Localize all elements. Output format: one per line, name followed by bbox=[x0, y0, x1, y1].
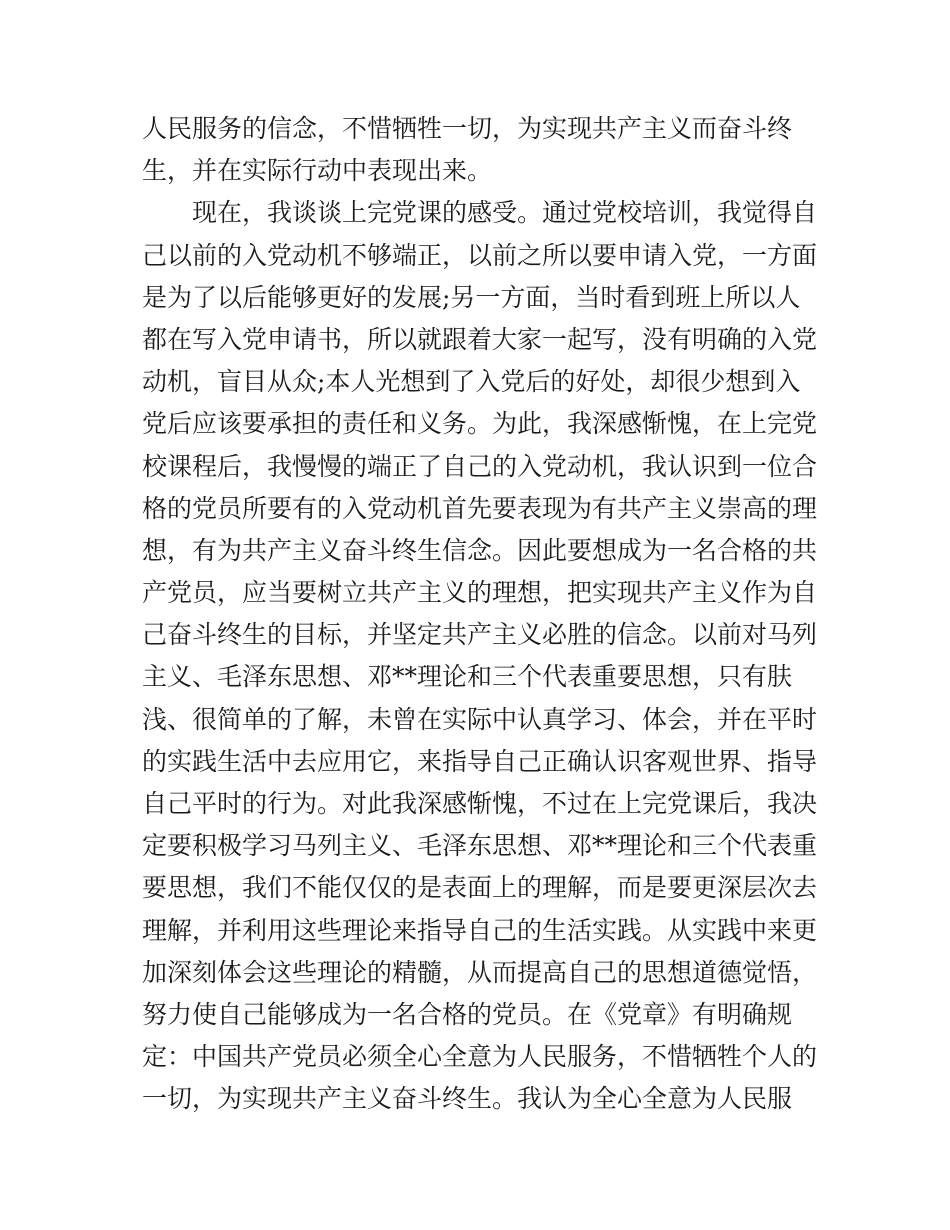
text-line: 一切，为实现共产主义奋斗终生。我认为全心全意为人民服 bbox=[142, 1084, 793, 1114]
text-line: 主义、毛泽东思想、邓**理论和三个代表重要思想，只有肤 bbox=[142, 662, 793, 692]
document-body bbox=[142, 108, 822, 1121]
text-line: 的实践生活中去应用它，来指导自己正确认识客观世界、指导 bbox=[142, 746, 818, 776]
text-line: 己奋斗终生的目标，并坚定共产主义必胜的信念。以前对马列 bbox=[142, 620, 818, 650]
text-line: 生，并在实际行动中表现出来。 bbox=[142, 156, 493, 186]
text-line: 都在写入党申请书，所以就跟着大家一起写，没有明确的入党 bbox=[142, 324, 818, 354]
text-line: 是为了以后能够更好的发展;另一方面，当时看到班上所以人 bbox=[142, 282, 801, 312]
text-line: 党后应该要承担的责任和义务。为此，我深感惭愧，在上完党 bbox=[142, 409, 818, 439]
text-line: 浅、很简单的了解，未曾在实际中认真学习、体会，并在平时 bbox=[142, 704, 818, 734]
text-line: 努力使自己能够成为一名合格的党员。在《党章》有明确规 bbox=[142, 999, 793, 1029]
text-line: 己以前的入党动机不够端正，以前之所以要申请入党，一方面 bbox=[142, 240, 818, 270]
text-line: 定要积极学习马列主义、毛泽东思想、邓**理论和三个代表重 bbox=[142, 831, 818, 861]
text-line: 想，有为共产主义奋斗终生信念。因此要想成为一名合格的共 bbox=[142, 535, 818, 565]
text-line: 动机，盲目从众;本人光想到了入党后的好处，却很少想到入 bbox=[142, 367, 801, 397]
text-line: 格的党员所要有的入党动机首先要表现为有共产主义崇高的理 bbox=[142, 493, 818, 523]
text-line: 要思想，我们不能仅仅的是表面上的理解，而是要更深层次去 bbox=[142, 873, 818, 903]
paragraph-first-line: 现在，我谈谈上完党课的感受。通过党校培训，我觉得自 bbox=[192, 198, 818, 228]
text-line: 产党员，应当要树立共产主义的理想，把实现共产主义作为自 bbox=[142, 578, 818, 608]
text-line: 理解，并利用这些理论来指导自己的生活实践。从实践中来更 bbox=[142, 915, 818, 945]
text-line: 校课程后，我慢慢的端正了自己的入党动机，我认识到一位合 bbox=[142, 451, 818, 481]
text-line: 定：中国共产党员必须全心全意为人民服务，不惜牺牲个人的 bbox=[142, 1042, 818, 1072]
text-line: 自己平时的行为。对此我深感惭愧，不过在上完党课后，我决 bbox=[142, 789, 818, 818]
text-line: 人民服务的信念，不惜牺牲一切，为实现共产主义而奋斗终 bbox=[142, 114, 793, 143]
text-line: 加深刻体会这些理论的精髓，从而提高自己的思想道德觉悟， bbox=[142, 957, 818, 987]
